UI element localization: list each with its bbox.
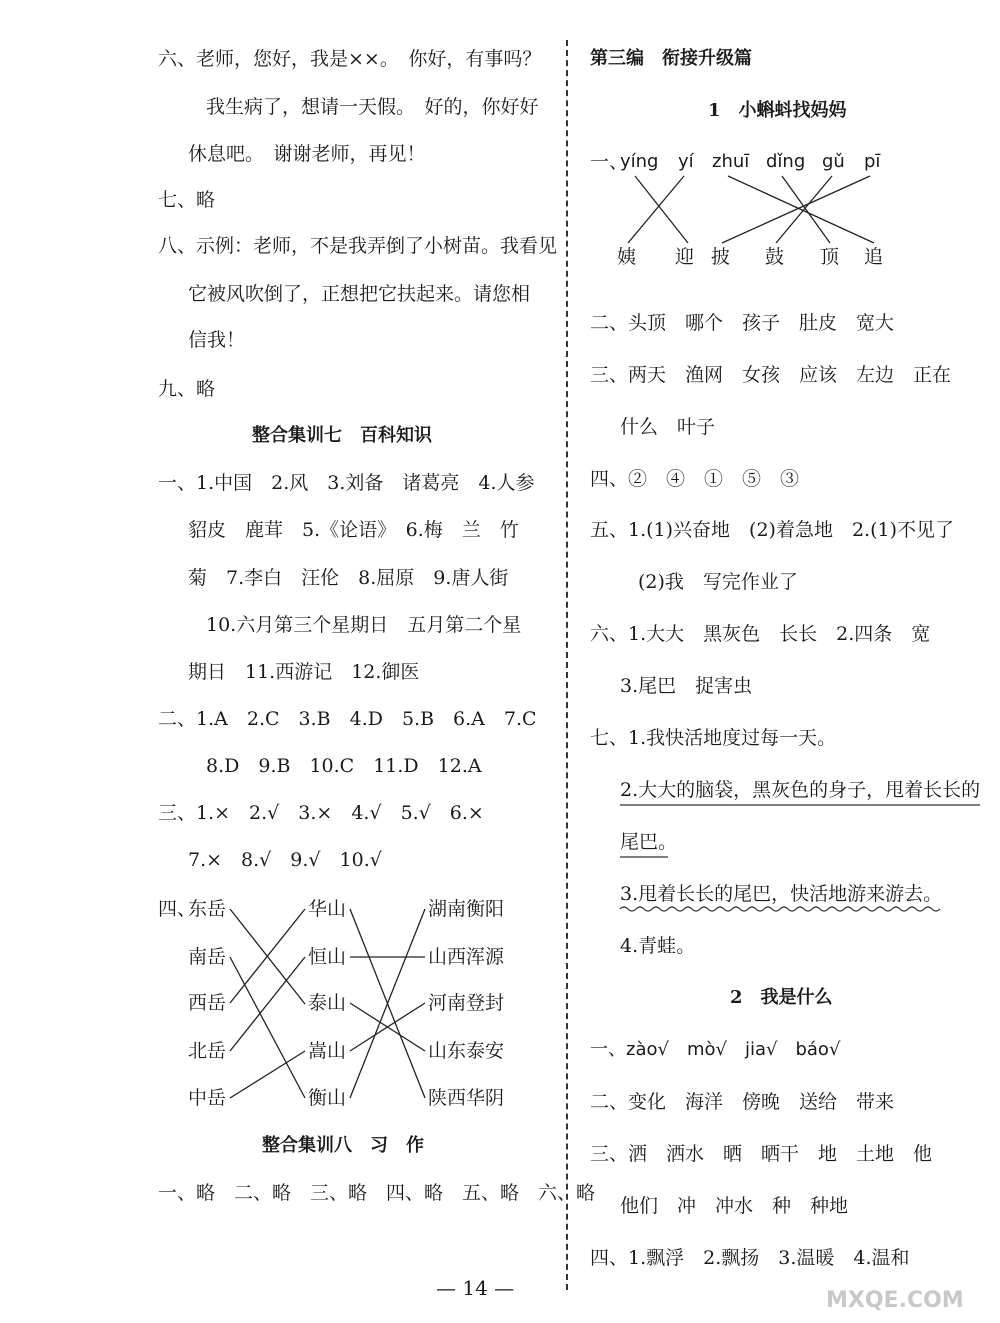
part-title: 第三编 衔接升级篇 (590, 48, 752, 69)
yue-1: 东岳 (188, 898, 227, 920)
yue-2: 南岳 (188, 946, 227, 968)
s7-q2-line1: 二、1.A 2.C 3.B 4.D 5.B 6.A 7.C (158, 708, 537, 730)
l1-q7-line2: 2.大大的脑袋，黑灰色的身子，甩着长长的 (620, 779, 981, 801)
hanzi-3: 披 (711, 246, 731, 268)
yue-3: 西岳 (188, 992, 227, 1014)
answer-8-line1: 八、示例：老师，不是我弄倒了小树苗。我看见 (158, 235, 558, 257)
s7-q1-line2: 貂皮 鹿茸 5.《论语》 6.梅 兰 竹 (188, 519, 519, 541)
hanzi-2: 迎 (675, 246, 695, 268)
watermark: MXQE.COM (826, 1288, 964, 1313)
answer-8-line3: 信我！ (188, 329, 246, 351)
hanzi-4: 鼓 (765, 246, 785, 268)
l1-q3-line1: 三、两天 渔网 女孩 应该 左边 正在 (590, 364, 952, 386)
l1-q6-line2: 3.尾巴 捉害虫 (620, 675, 753, 697)
l1-q5-line2: (2)我 写完作业了 (638, 571, 798, 593)
l2-q3-line1: 三、洒 洒水 晒 晒干 地 土地 他 (590, 1143, 933, 1165)
l2-q2: 二、变化 海洋 傍晚 送给 带来 (590, 1091, 895, 1113)
pinyin-3: zhuī (712, 151, 750, 172)
l1-q7-line4: 3.甩着长长的尾巴，快活地游来游去。 (620, 883, 943, 905)
s7-q1-line5: 期日 11.西游记 12.御医 (188, 661, 420, 683)
match-yi (628, 176, 684, 243)
match-pi (722, 176, 870, 243)
l2-q1: 一、zào√ mò√ jia√ báo√ (590, 1039, 841, 1060)
answer-9: 九、略 (158, 378, 216, 400)
answer-6-line2: 我生病了，想请一天假。 好的，你好好 (206, 96, 539, 118)
l1-q2: 二、头顶 哪个 孩子 肚皮 宽大 (590, 312, 895, 334)
shan-2: 恒山 (308, 946, 347, 968)
match-zhui (728, 176, 874, 243)
pinyin-4: dǐng (766, 151, 806, 172)
shan-5: 衡山 (308, 1087, 347, 1109)
l1-q7-line5: 4.青蛙。 (620, 935, 696, 957)
pinyin-6: pī (864, 151, 881, 172)
s7-q1-line3: 菊 7.李白 汪伦 8.屈原 9.唐人街 (188, 567, 509, 589)
place-4: 山东泰安 (428, 1040, 505, 1062)
l1-q7-line3: 尾巴。 (620, 831, 678, 853)
s7-q2-line2: 8.D 9.B 10.C 11.D 12.A (206, 755, 482, 777)
shan-1: 华山 (308, 898, 347, 920)
s7-q3-line1: 三、1.× 2.√ 3.× 4.√ 5.√ 6.× (158, 802, 484, 824)
l1-q5-line1: 五、1.(1)兴奋地 (2)着急地 2.(1)不见了 (590, 519, 954, 541)
l1-q1-label: 一、 (590, 151, 629, 173)
place-5: 陕西华阴 (428, 1087, 505, 1109)
s7-q3-line2: 7.× 8.√ 9.√ 10.√ (188, 849, 382, 871)
pinyin-match-lines (628, 176, 874, 243)
hanzi-5: 顶 (820, 246, 840, 268)
yue-5: 中岳 (188, 1087, 227, 1109)
answer-7: 七、略 (158, 189, 216, 211)
nanyue-hengshan (230, 957, 305, 1098)
place-3: 河南登封 (428, 992, 505, 1014)
shan-4: 嵩山 (308, 1040, 347, 1062)
shan-3: 泰山 (308, 992, 347, 1014)
wavy-underline-q7-3 (620, 907, 940, 911)
pinyin-1: yíng (620, 151, 659, 172)
section-7-title: 整合集训七 百科知识 (252, 425, 432, 446)
yue-4: 北岳 (188, 1040, 227, 1062)
s7-q1-line1: 一、1.中国 2.风 3.刘备 诸葛亮 4.人参 (158, 472, 535, 494)
zhongyue-songshan (230, 1051, 305, 1098)
page-number: — 14 — (436, 1276, 515, 1300)
pinyin-5: gǔ (822, 151, 845, 172)
pinyin-2: yí (678, 151, 694, 172)
s8-answers: 一、略 二、略 三、略 四、略 五、略 六、略 (158, 1182, 596, 1204)
section-8-title: 整合集训八 习 作 (262, 1135, 424, 1156)
l1-q3-line2: 什么 叶子 (620, 416, 716, 438)
l2-q3-line2: 他们 冲 冲水 种 种地 (620, 1195, 849, 1217)
hanzi-1: 姨 (617, 246, 637, 268)
place-1: 湖南衡阳 (428, 898, 505, 920)
answer-6-line1: 六、老师，您好，我是××。 你好，有事吗？ (158, 48, 542, 70)
mountain-match-lines (230, 909, 425, 1098)
beiyue-hengshan (230, 957, 305, 1051)
match-ying (635, 176, 688, 243)
answer-8-line2: 它被风吹倒了，正想把它扶起来。请您相 (188, 283, 531, 305)
l1-q4: 四、② ④ ① ⑤ ③ (590, 468, 800, 490)
lesson-1-title: 1 小蝌蚪找妈妈 (708, 100, 847, 121)
l1-q7-line1: 七、1.我快活地度过每一天。 (590, 727, 837, 749)
match-gu (776, 176, 832, 243)
s7-q4-label: 四、 (158, 898, 197, 920)
l2-q4: 四、1.飘浮 2.飘扬 3.温暖 4.温和 (590, 1247, 910, 1269)
l1-q6-line1: 六、1.大大 黑灰色 长长 2.四条 宽 (590, 623, 931, 645)
lesson-2-title: 2 我是什么 (730, 987, 833, 1008)
s7-q1-line4: 10.六月第三个星期日 五月第二个星 (206, 614, 522, 636)
place-2: 山西浑源 (428, 946, 505, 968)
hanzi-6: 追 (864, 246, 884, 268)
answer-6-line3: 休息吧。 谢谢老师，再见！ (188, 143, 426, 165)
